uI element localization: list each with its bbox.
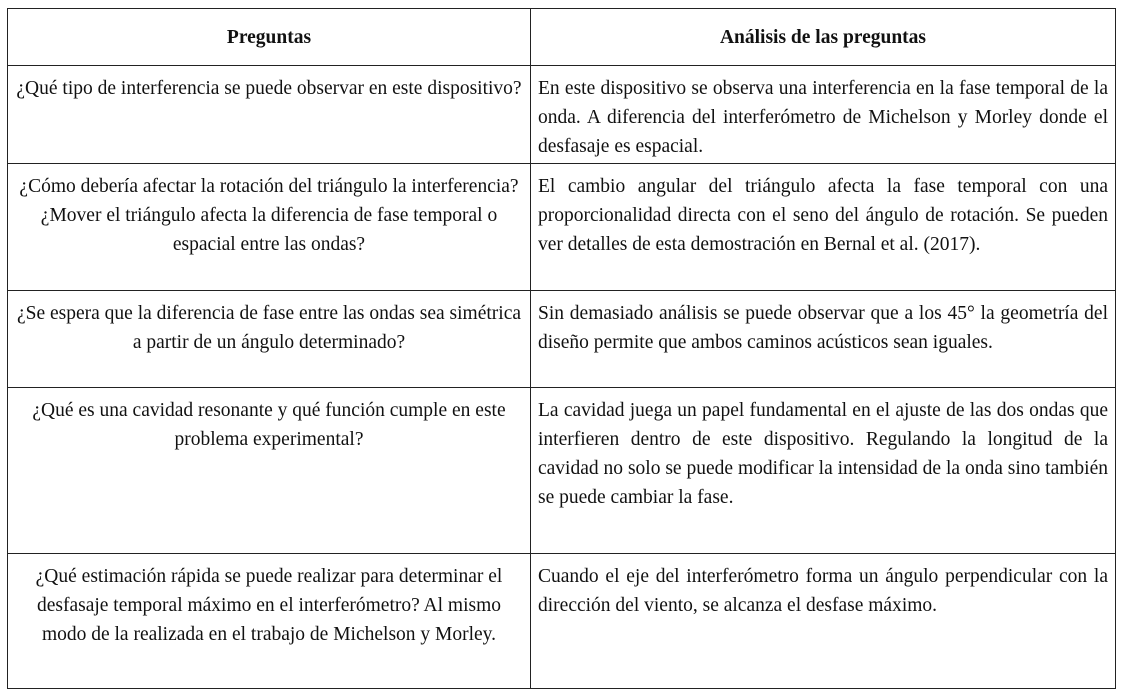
analysis-cell: En este dispositivo se observa una interferencia en la fase temporal de la onda. A diferencia del interferómetro de Michelson y Morley donde el desfasaje es espacial.	[531, 66, 1116, 164]
table-row	[8, 164, 1116, 291]
analysis-cell: Cuando el eje del interferómetro forma un ángulo perpendicular con la dirección del viento, se alcanza el desfase máximo.	[531, 554, 1116, 689]
table-row	[8, 66, 1116, 164]
table-row	[8, 291, 1116, 388]
analysis-cell: El cambio angular del triángulo afecta la fase temporal con una proporcionalidad directa con el seno del ángulo de rotación. Se pueden ver detalles de esta demostración en Bernal et al. (2017).	[531, 164, 1116, 291]
header-analisis: Análisis de las preguntas	[531, 9, 1116, 66]
analysis-cell: Sin demasiado análisis se puede observar que a los 45° la geometría del diseño permite que ambos caminos acústicos sean iguales.	[531, 291, 1116, 388]
table-row	[8, 554, 1116, 689]
questions-table	[7, 8, 1116, 689]
question-cell: ¿Qué es una cavidad resonante y qué función cumple en este problema experimental?	[8, 388, 531, 554]
question-cell: ¿Qué estimación rápida se puede realizar para determinar el desfasaje temporal máximo en el interferómetro? Al mismo modo de la realizada en el trabajo de Michelson y Morley.	[8, 554, 531, 689]
header-row	[8, 9, 1116, 66]
header-preguntas: Preguntas	[8, 9, 531, 66]
question-cell: ¿Se espera que la diferencia de fase entre las ondas sea simétrica a partir de un ángulo determinado?	[8, 291, 531, 388]
question-cell: ¿Qué tipo de interferencia se puede observar en este dispositivo?	[8, 66, 531, 164]
analysis-cell: La cavidad juega un papel fundamental en el ajuste de las dos ondas que interfieren dentro de este dispositivo. Regulando la longitud de la cavidad no solo se puede modificar la intensidad de la onda sino también se puede cambiar la fase.	[531, 388, 1116, 554]
question-cell: ¿Cómo debería afectar la rotación del triángulo la interferencia? ¿Mover el triángulo afecta la diferencia de fase temporal o espacial entre las ondas?	[8, 164, 531, 291]
table-row	[8, 388, 1116, 554]
